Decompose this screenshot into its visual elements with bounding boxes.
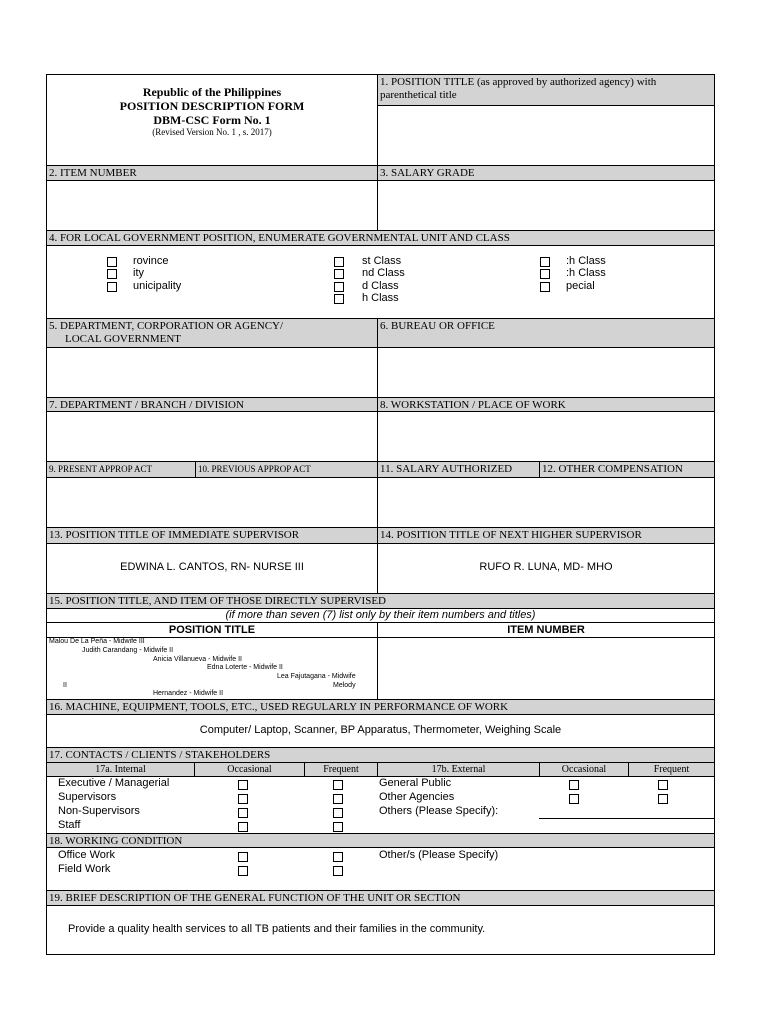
nonsupervisors-occasional-checkbox[interactable] (238, 808, 248, 818)
approp-field[interactable] (47, 478, 377, 527)
external-others-label: Others (Please Specify): (379, 805, 499, 817)
workstation-header: 8. WORKSTATION / PLACE OF WORK (378, 398, 714, 411)
internal-occasional-col: Occasional (195, 763, 304, 776)
office-occasional-checkbox[interactable] (238, 852, 248, 862)
supervised-entry: Edna Loterte - Midwife II (207, 664, 283, 671)
sixth-class-checkbox[interactable] (540, 269, 550, 279)
other-conditions-label: Other/s (Please Specify) (379, 849, 499, 861)
third-class-label: d Class (362, 280, 399, 292)
executive-frequent-checkbox[interactable] (333, 780, 343, 790)
equipment-value: Computer/ Laptop, Scanner, BP Apparatus, Thermometer, Weighing Scale (199, 724, 562, 736)
office-work-label: Office Work (58, 849, 116, 861)
bureau-header: 6. BUREAU OR OFFICE (378, 319, 714, 347)
municipality-label: unicipality (133, 280, 182, 292)
salary-authorized-header: 11. SALARY AUTHORIZED (378, 462, 539, 477)
department-field[interactable] (47, 348, 377, 397)
office-frequent-checkbox[interactable] (333, 852, 343, 862)
item-number-header: 2. ITEM NUMBER (47, 166, 377, 180)
second-class-label: nd Class (362, 267, 405, 279)
field-frequent-checkbox[interactable] (333, 866, 343, 876)
present-approp-header: 9. PRESENT APPROP ACT (47, 462, 195, 477)
form-revision: (Revised Version No. 1 , s. 2017) (152, 127, 272, 137)
nonsupervisors-frequent-checkbox[interactable] (333, 808, 343, 818)
special-label: pecial (566, 280, 595, 292)
second-class-checkbox[interactable] (334, 269, 344, 279)
executive-occasional-checkbox[interactable] (238, 780, 248, 790)
function-value: Provide a quality health services to all TB patients and their families in the community. (68, 923, 486, 935)
division-header: 7. DEPARTMENT / BRANCH / DIVISION (47, 398, 377, 411)
municipality-checkbox[interactable] (107, 282, 117, 292)
workstation-field[interactable] (378, 412, 714, 461)
supervisors-occasional-checkbox[interactable] (238, 794, 248, 804)
supervised-entry: Melody (333, 682, 356, 689)
external-agencies-label: Other Agencies (379, 791, 455, 803)
item-number-field[interactable] (47, 181, 377, 230)
salary-grade-field[interactable] (378, 181, 714, 230)
external-occasional-col: Occasional (540, 763, 628, 776)
others-specify-line[interactable] (539, 818, 715, 819)
supervised-entry: Lea Fajutagana - Midwife (277, 673, 356, 680)
public-frequent-checkbox[interactable] (658, 780, 668, 790)
third-class-checkbox[interactable] (334, 282, 344, 292)
external-public-label: General Public (379, 777, 452, 789)
staff-frequent-checkbox[interactable] (333, 822, 343, 832)
fifth-class-checkbox[interactable] (540, 257, 550, 267)
salary-grade-header: 3. SALARY GRADE (378, 166, 714, 180)
external-col: 17b. External (378, 763, 539, 776)
supervisors-frequent-checkbox[interactable] (333, 794, 343, 804)
internal-executive-label: Executive / Managerial (58, 777, 170, 789)
agencies-frequent-checkbox[interactable] (658, 794, 668, 804)
first-class-label: st Class (362, 255, 402, 267)
city-label: ity (133, 267, 144, 279)
previous-approp-header: 10. PREVIOUS APPROP ACT (196, 462, 377, 477)
division-field[interactable] (47, 412, 377, 461)
fourth-class-checkbox[interactable] (334, 294, 344, 304)
internal-col: 17a. Internal (47, 763, 194, 776)
agencies-occasional-checkbox[interactable] (569, 794, 579, 804)
external-frequent-col: Frequent (629, 763, 714, 776)
salary-field[interactable] (378, 478, 714, 527)
form-number: DBM-CSC Form No. 1 (153, 113, 271, 127)
internal-nonsupervisors-label: Non-Supervisors (58, 805, 140, 817)
bureau-field[interactable] (378, 348, 714, 397)
function-header: 19. BRIEF DESCRIPTION OF THE GENERAL FUNCTION OF THE UNIT OR SECTION (47, 891, 714, 905)
next-higher-supervisor-header: 14. POSITION TITLE OF NEXT HIGHER SUPERVISOR (378, 528, 714, 543)
staff-occasional-checkbox[interactable] (238, 822, 248, 832)
field-work-label: Field Work (58, 863, 111, 875)
first-class-checkbox[interactable] (334, 257, 344, 267)
republic-label: Republic of the Philippines (142, 85, 282, 99)
special-checkbox[interactable] (540, 282, 550, 292)
position-title-col: POSITION TITLE (168, 624, 256, 636)
internal-frequent-col: Frequent (305, 763, 377, 776)
form-title: POSITION DESCRIPTION FORM (119, 99, 305, 113)
fifth-class-label: :h Class (566, 255, 606, 267)
sixth-class-label: :h Class (566, 267, 606, 279)
supervised-entry: Malou De La Peña - Midwife III (49, 638, 145, 645)
equipment-header: 16. MACHINE, EQUIPMENT, TOOLS, ETC., USED REGULARLY IN PERFORMANCE OF WORK (47, 700, 714, 714)
next-higher-supervisor-value: RUFO R. LUNA, MD- MHO (479, 561, 613, 573)
public-occasional-checkbox[interactable] (569, 780, 579, 790)
working-condition-header: 18. WORKING CONDITION (47, 834, 714, 847)
supervised-note: (if more than seven (7) list only by their item numbers and titles) (225, 609, 536, 621)
supervised-entry: II (63, 682, 67, 689)
field-occasional-checkbox[interactable] (238, 866, 248, 876)
contacts-header: 17. CONTACTS / CLIENTS / STAKEHOLDERS (47, 748, 714, 762)
item-number-col: ITEM NUMBER (507, 624, 585, 636)
province-label: rovince (133, 255, 169, 267)
position-title-field[interactable] (378, 106, 714, 165)
supervised-entry: Judith Carandang - Midwife II (82, 647, 174, 654)
supervised-entry: Anicia Villanueva - Midwife II (153, 656, 242, 663)
fourth-class-label: h Class (362, 292, 399, 304)
internal-staff-label: Staff (58, 819, 81, 831)
city-checkbox[interactable] (107, 269, 117, 279)
immediate-supervisor-header: 13. POSITION TITLE OF IMMEDIATE SUPERVISOR (47, 528, 377, 543)
internal-supervisors-label: Supervisors (58, 791, 117, 803)
position-title-header: 1. POSITION TITLE (as approved by authorized agency) with parenthetical title (378, 75, 714, 105)
supervised-entry: Hernandez - Midwife II (153, 690, 224, 697)
immediate-supervisor-value: EDWINA L. CANTOS, RN- NURSE III (120, 561, 304, 573)
province-checkbox[interactable] (107, 257, 117, 267)
department-header: 5. DEPARTMENT, CORPORATION OR AGENCY/ LOCAL GOVERNMENT (47, 319, 377, 347)
lgu-header: 4. FOR LOCAL GOVERNMENT POSITION, ENUMERATE GOVERNMENTAL UNIT AND CLASS (47, 231, 714, 245)
form-header (47, 85, 377, 138)
other-compensation-header: 12. OTHER COMPENSATION (540, 462, 714, 477)
supervised-header: 15. POSITION TITLE, AND ITEM OF THOSE DIRECTLY SUPERVISED (47, 594, 714, 608)
